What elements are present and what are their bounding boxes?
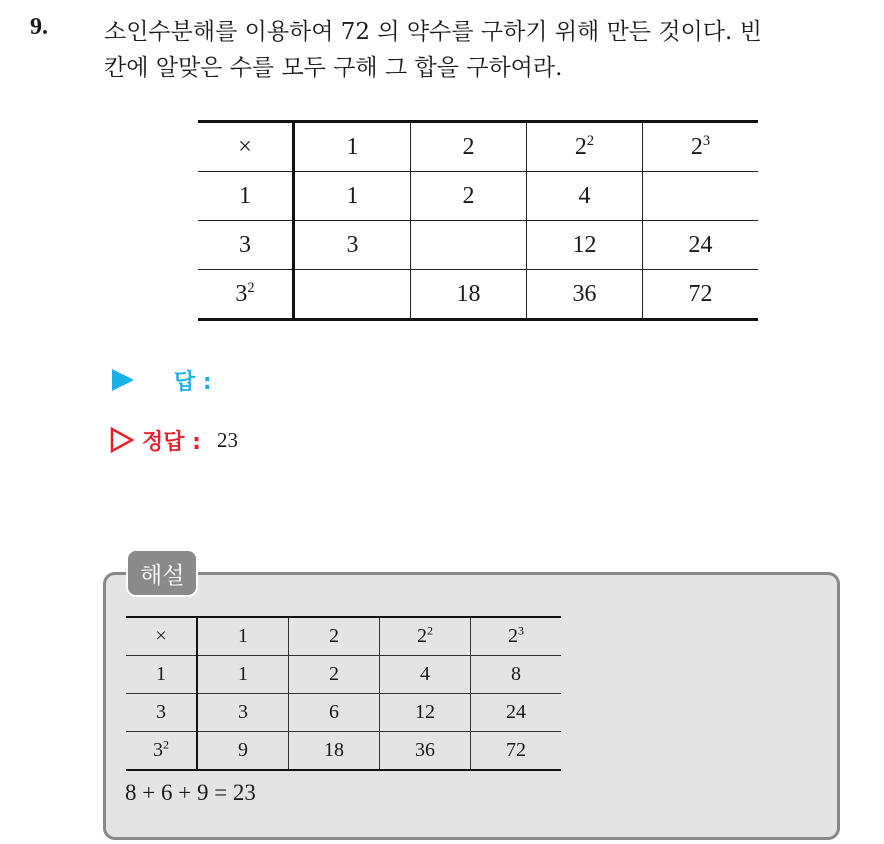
answer-label: 답 : bbox=[174, 369, 212, 395]
play-triangle-icon bbox=[112, 369, 134, 391]
table-cell: 8 bbox=[471, 656, 562, 694]
table-row bbox=[198, 172, 758, 221]
table-cell: 1 bbox=[197, 656, 289, 694]
table-cell: 24 bbox=[471, 694, 562, 732]
table-row bbox=[126, 732, 561, 771]
correct-label: 정답 : bbox=[142, 429, 201, 455]
solution-table bbox=[126, 616, 561, 771]
table-cell: 36 bbox=[527, 270, 643, 320]
table-cell: 18 bbox=[289, 732, 380, 771]
table-cell: 6 bbox=[289, 694, 380, 732]
table-header-cell: × bbox=[198, 122, 294, 172]
table-cell: 18 bbox=[411, 270, 527, 320]
sum-equation: 8 + 6 + 9 = 23 bbox=[125, 780, 256, 805]
row-label: $3^2$ bbox=[126, 732, 197, 771]
table-header-cell: 2 bbox=[289, 617, 380, 656]
row-label: 3 bbox=[126, 694, 197, 732]
table-row bbox=[198, 270, 758, 320]
table-cell: 2 bbox=[411, 172, 527, 221]
problem-table bbox=[198, 120, 758, 321]
table-cell: 1 bbox=[294, 172, 411, 221]
correct-value: 23 bbox=[216, 427, 238, 452]
question-line-1: 소인수분해를 이용하여 72 의 약수를 구하기 위해 만든 것이다. 빈 bbox=[104, 19, 762, 45]
question-number: 9. bbox=[30, 14, 48, 40]
table-header-cell: 1 bbox=[294, 122, 411, 172]
table-header-cell: $2^2$ bbox=[380, 617, 471, 656]
table-header-cell: $2^3$ bbox=[471, 617, 562, 656]
table-cell: 72 bbox=[471, 732, 562, 771]
table-cell: 2 bbox=[289, 656, 380, 694]
table-header-row bbox=[198, 122, 758, 172]
table-cell: 36 bbox=[380, 732, 471, 771]
table-header-cell: 1 bbox=[197, 617, 289, 656]
explanation-tag: 해설 bbox=[126, 549, 198, 597]
answer-line bbox=[112, 362, 212, 398]
table-cell: 12 bbox=[380, 694, 471, 732]
table-row bbox=[126, 694, 561, 732]
row-label: $3^2$ bbox=[198, 270, 294, 320]
table-cell: 4 bbox=[380, 656, 471, 694]
table-cell: 72 bbox=[643, 270, 759, 320]
table-row bbox=[198, 221, 758, 270]
table-cell: 12 bbox=[527, 221, 643, 270]
table-header-cell: $2^3$ bbox=[643, 122, 759, 172]
table-header-row bbox=[126, 617, 561, 656]
table-cell: 3 bbox=[294, 221, 411, 270]
blank-cell bbox=[294, 270, 411, 320]
table-cell: 3 bbox=[197, 694, 289, 732]
row-label: 3 bbox=[198, 221, 294, 270]
outline-triangle-icon bbox=[110, 427, 134, 453]
question-text bbox=[104, 14, 864, 86]
table-cell: 24 bbox=[643, 221, 759, 270]
blank-cell bbox=[643, 172, 759, 221]
table-row bbox=[126, 656, 561, 694]
row-label: 1 bbox=[198, 172, 294, 221]
correct-answer-line bbox=[110, 422, 238, 458]
table-cell: 4 bbox=[527, 172, 643, 221]
table-header-cell: 2 bbox=[411, 122, 527, 172]
table-header-cell: × bbox=[126, 617, 197, 656]
row-label: 1 bbox=[126, 656, 197, 694]
question-line-2: 칸에 알맞은 수를 모두 구해 그 합을 구하여라. bbox=[104, 55, 563, 81]
table-header-cell: $2^2$ bbox=[527, 122, 643, 172]
table-cell: 9 bbox=[197, 732, 289, 771]
blank-cell bbox=[411, 221, 527, 270]
